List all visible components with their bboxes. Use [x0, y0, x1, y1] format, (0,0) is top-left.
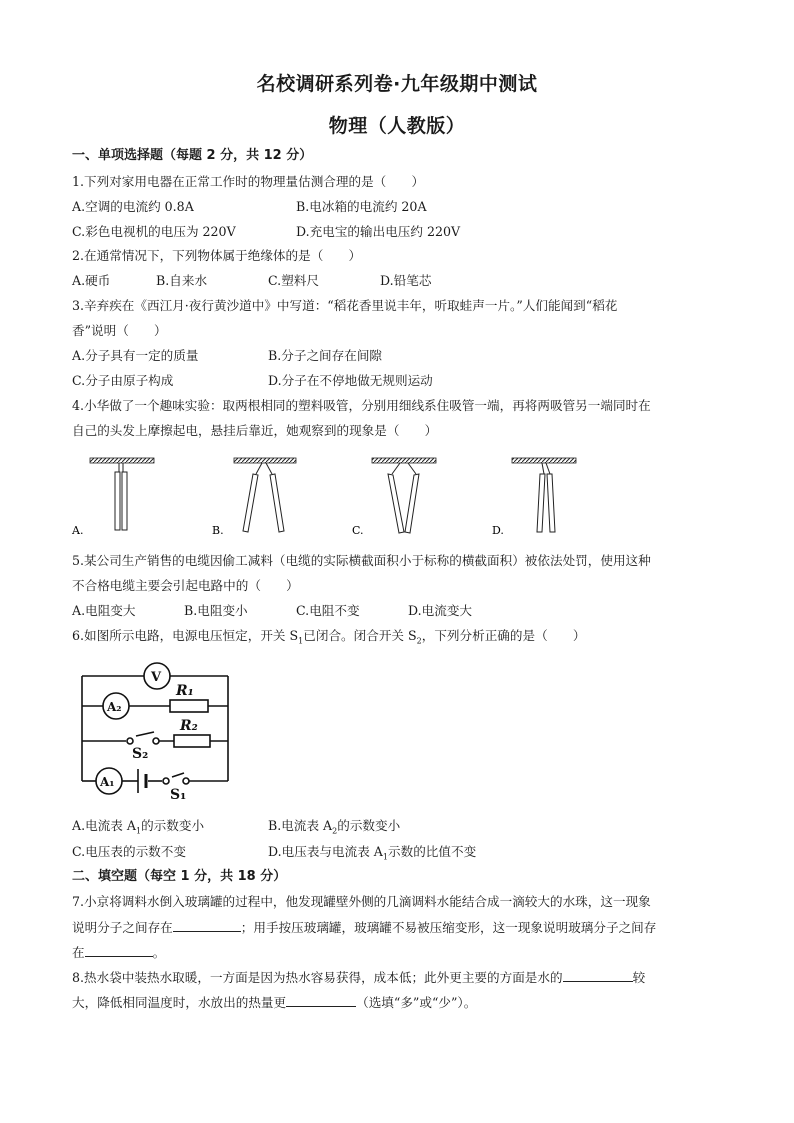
q3-option-b: B.分子之间存在间隙: [268, 348, 383, 363]
q2-option-a: A.硬币: [72, 273, 111, 288]
q5-option-b: B.电阻变小: [184, 603, 248, 618]
q6-stem: [72, 628, 585, 650]
q4-stem-line1: 4.小华做了一个趣味实验：取两根相同的塑料吸管，分别用细线系住吸管一端，再将两吸管另一端同时在: [72, 398, 651, 413]
q6-circuit-diagram: [74, 656, 240, 802]
q2-option-b: B.自来水: [156, 273, 208, 288]
q5-option-c: C.电阻不变: [296, 603, 360, 618]
q1-stem: 1.下列对家用电器在正常工作时的物理量估测合理的是（ ）: [72, 174, 425, 189]
q1-option-c: C.彩色电视机的电压为 220V: [72, 224, 236, 239]
q4-label-b: B.: [212, 524, 224, 537]
exam-title: 名校调研系列卷·九年级期中测试: [256, 73, 538, 95]
q7-line3-pre: 在: [72, 945, 85, 960]
q8-line2: [72, 994, 476, 1011]
q5-option-d: D.电流变大: [408, 603, 473, 618]
q6-option-a-sub: 1: [135, 826, 142, 836]
q6-stem-pre: 6.如图所示电路，电源电压恒定，开关 S: [72, 628, 299, 643]
q4-stem-line2: 自己的头发上摩擦起电，悬挂后靠近，她观察到的现象是（ ）: [72, 423, 438, 438]
q7-line2-pre: 说明分子之间存在: [72, 920, 173, 935]
q7-blank-1[interactable]: [173, 919, 241, 932]
q7-blank-2[interactable]: [85, 944, 153, 957]
q4-label-d: D.: [492, 524, 504, 537]
q8-line1: [72, 969, 645, 986]
resistor-r1-label: R₁: [176, 683, 194, 699]
q8-blank-2[interactable]: [286, 994, 356, 1007]
q4-figure-a: [71, 458, 154, 537]
q4-figure-d: [492, 458, 576, 537]
q6-stem-sub1: 1: [298, 636, 304, 646]
q7-line1: 7.小京将调料水倒入玻璃罐的过程中，他发现罐壁外侧的几滴调料水能结合成一滴较大的水珠，这一现象: [72, 894, 651, 909]
q8-blank-1[interactable]: [563, 969, 633, 982]
q6-stem-post: ，下列分析正确的是（ ）: [421, 628, 586, 643]
ammeter-a1-label: A₁: [100, 775, 115, 789]
q4-straw-figures: [70, 450, 580, 542]
q6-option-a-post: 的示数变小: [141, 818, 205, 833]
q5-stem-line2: 不合格电缆主要会引起电路中的（ ）: [72, 578, 299, 593]
resistor-r2-label: R₂: [180, 718, 198, 734]
q6-option-b: [268, 818, 400, 840]
q2-option-c: C.塑料尺: [268, 273, 319, 288]
section1-heading: 一、单项选择题（每题 2 分，共 12 分）: [72, 148, 313, 163]
q6-option-d-sub: 1: [382, 852, 388, 862]
q6-option-c: C.电压表的示数不变: [72, 844, 186, 859]
q8-line2-post: （选填“多”或“少”）。: [356, 995, 477, 1010]
q6-option-d: [268, 844, 476, 866]
q6-option-d-post: 示数的比值不变: [388, 844, 477, 859]
switch-s2-label: S₂: [132, 746, 149, 762]
q3-option-d: D.分子在不停地做无规则运动: [268, 373, 433, 388]
switch-s1-label: S₁: [170, 787, 187, 802]
q5-stem-line1: 5.某公司生产销售的电缆因偷工减料（电缆的实际横截面积小于标称的横截面积）被依法处罚，使用这种: [72, 553, 651, 568]
q8-line1-pre: 8.热水袋中装热水取暖，一方面是因为热水容易获得，成本低；此外更主要的方面是水的: [72, 970, 563, 985]
q6-option-a-pre: A.电流表 A: [72, 818, 136, 833]
q8-line1-post: 较: [632, 970, 646, 985]
q3-stem-line2: 香”说明（ ）: [72, 323, 167, 338]
q1-option-b: B.电冰箱的电流约 20A: [296, 199, 427, 214]
q4-label-a: A.: [72, 524, 84, 537]
q3-option-c: C.分子由原子构成: [72, 373, 174, 388]
q2-option-d: D.铅笔芯: [380, 273, 432, 288]
q4-figure-c: [352, 458, 436, 537]
q6-option-d-pre: D.电压表与电流表 A: [268, 844, 383, 859]
q7-line3: [72, 944, 165, 961]
exam-subtitle: 物理（人教版）: [328, 115, 466, 137]
q3-option-a: A.分子具有一定的质量: [72, 348, 199, 363]
q6-stem-mid: 已闭合。闭合开关 S: [303, 628, 417, 643]
q4-figure-b: [212, 458, 296, 537]
q4-label-c: C.: [352, 524, 364, 537]
q8-line2-pre: 大，降低相同温度时，水放出的热量更: [72, 995, 287, 1010]
q6-option-b-sub: 2: [332, 826, 338, 836]
q7-line2-post: ；用手按压玻璃罐，玻璃罐不易被压缩变形，这一现象说明玻璃分子之间存: [240, 920, 657, 935]
section2-heading: 二、填空题（每空 1 分，共 18 分）: [72, 869, 287, 884]
q6-option-a: [72, 818, 204, 840]
q6-option-b-pre: B.电流表 A: [268, 818, 333, 833]
q7-line2: [72, 919, 656, 936]
q3-stem-line1: 3.辛弃疾在《西江月·夜行黄沙道中》中写道：“稻花香里说丰年，听取蛙声一片。”人们能闻到“稻花: [72, 298, 618, 313]
q5-option-a: A.电阻变大: [72, 603, 136, 618]
q1-option-d: D.充电宝的输出电压约 220V: [296, 224, 461, 239]
q1-option-a: A.空调的电流约 0.8A: [72, 199, 194, 214]
q6-stem-sub2: 2: [416, 636, 422, 646]
q7-line3-post: 。: [152, 945, 166, 960]
q2-stem: 2.在通常情况下，下列物体属于绝缘体的是（ ）: [72, 248, 362, 263]
q6-option-b-post: 的示数变小: [337, 818, 401, 833]
voltmeter-label: V: [151, 670, 162, 685]
ammeter-a2-label: A₂: [107, 700, 122, 714]
